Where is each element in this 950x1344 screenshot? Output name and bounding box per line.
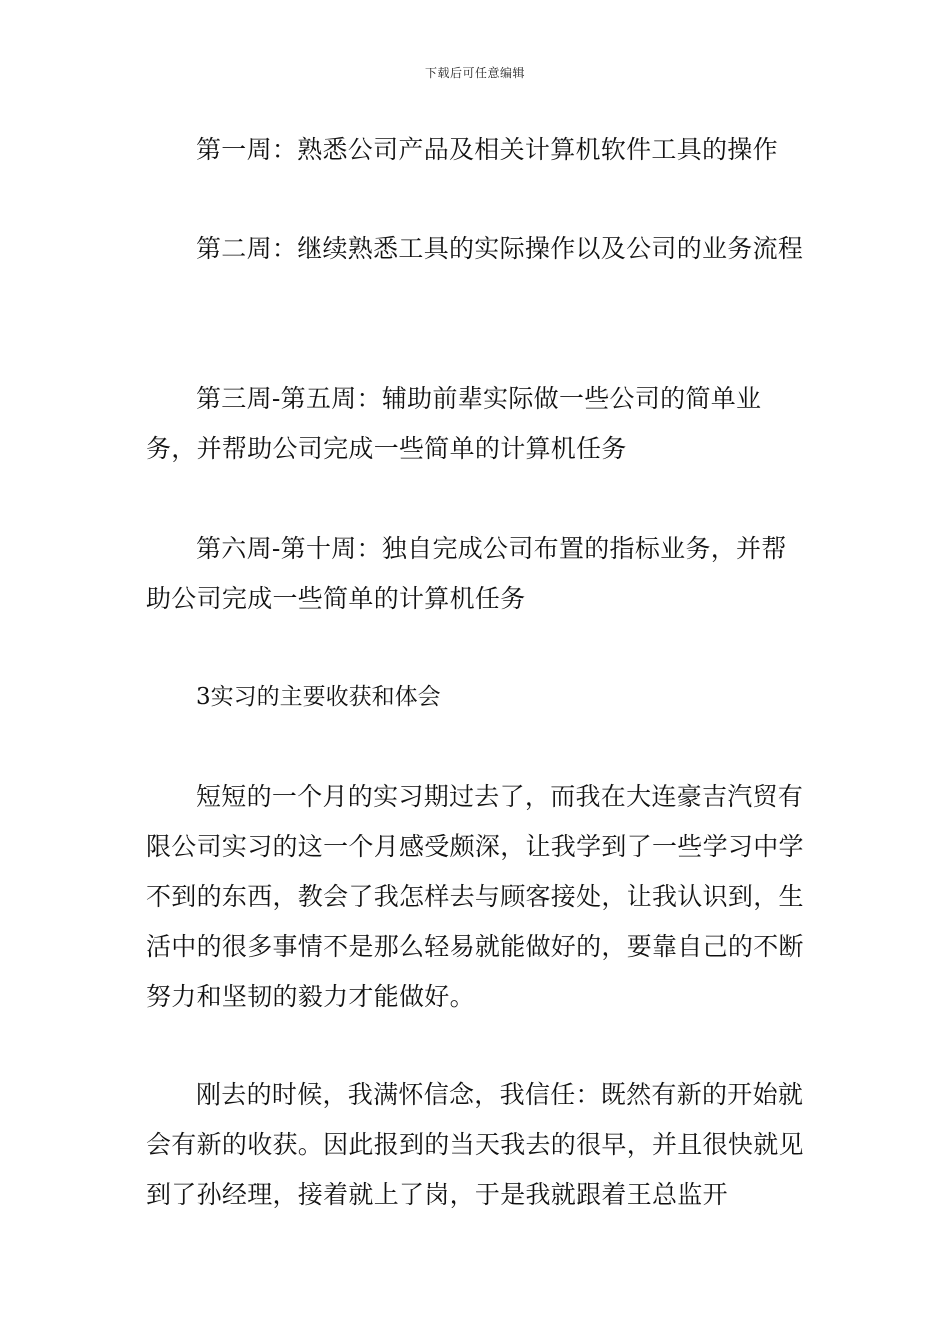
section-heading: 3实习的主要收获和体会: [196, 684, 441, 710]
week1-plan: 第一周：熟悉公司产品及相关计算机软件工具的操作: [196, 135, 778, 164]
week6-10-plan: 第六周-第十周：独自完成公司布置的指标业务，并帮助公司完成一些简单的计算机任务: [146, 534, 787, 613]
body-paragraph-1: 短短的一个月的实习期过去了，而我在大连豪吉汽贸有限公司实习的这一个月感受颇深，让我学到了一些学习中学不到的东西，教会了我怎样去与顾客接处，让我认识到，生活中的很多事情不是那么轻易就能做好的，要靠自己的不断努力和坚韧的毅力才能做好。: [146, 782, 804, 1011]
body-paragraph-2: 刚去的时候，我满怀信念，我信任：既然有新的开始就会有新的收获。因此报到的当天我去的很早，并且很快就见到了孙经理，接着就上了岗，于是我就跟着王总监开: [146, 1080, 804, 1209]
page-header-note: 下载后可任意编辑: [424, 66, 525, 80]
week3-5-plan: 第三周-第五周：辅助前辈实际做一些公司的简单业务，并帮助公司完成一些简单的计算机任务: [146, 384, 762, 463]
week2-plan: 第二周：继续熟悉工具的实际操作以及公司的业务流程: [196, 234, 804, 263]
